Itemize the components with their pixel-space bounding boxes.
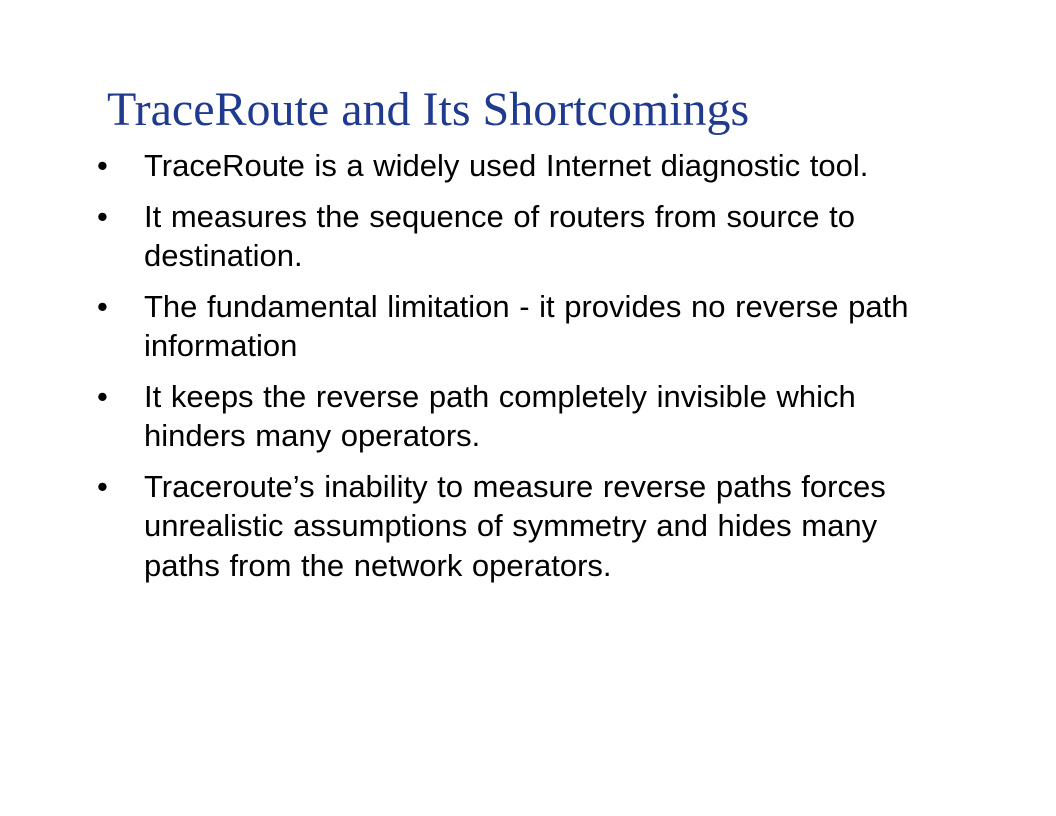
- bullet-text: The fundamental limitation - it provides no reverse path information: [144, 288, 909, 363]
- bullet-icon: •: [97, 378, 108, 414]
- bullet-list: [97, 146, 957, 596]
- bullet-text: Traceroute’s inability to measure reverse paths forces unrealistic assumptions of symmetry and hides many paths from the network operators.: [144, 468, 886, 583]
- bullet-icon: •: [97, 148, 108, 183]
- bullet-text: It keeps the reverse path completely invisible which hinders many operators.: [144, 378, 856, 453]
- bullet-icon: •: [97, 198, 108, 234]
- bullet-text: It measures the sequence of routers from source to destination.: [144, 198, 856, 273]
- bullet-item: [97, 467, 957, 586]
- bullet-icon: •: [97, 288, 108, 324]
- slide-title: TraceRoute and Its Shortcomings: [107, 83, 750, 136]
- bullet-item: [97, 146, 957, 186]
- bullet-item: [97, 377, 957, 456]
- bullet-item: [97, 287, 957, 366]
- bullet-icon: •: [97, 468, 108, 504]
- bullet-item: [97, 197, 957, 276]
- bullet-text: TraceRoute is a widely used Internet diagnostic tool.: [144, 148, 869, 183]
